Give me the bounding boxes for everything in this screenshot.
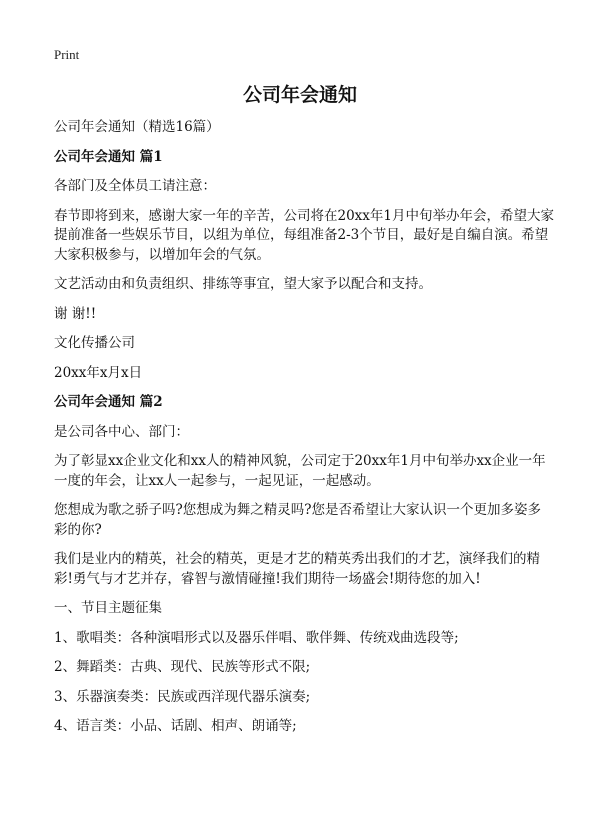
paragraph: 是公司各中心、部门： [54,423,189,440]
section-heading-1: 公司年会通知 篇1 [54,148,163,165]
paragraph: 我们是业内的精英，社会的精英，更是才艺的精英秀出我们的才艺，演绎我们的精彩!勇气与才艺并存，睿智与激情碰撞!我们期待一场盛会!期待您的加入! [54,551,540,587]
list-item: 2、舞蹈类：古典、现代、民族等形式不限; [54,659,311,675]
paragraph: 各部门及全体员工请注意： [54,178,216,194]
print-label: Print [54,47,80,62]
document-subtitle: 公司年会通知（精选16篇） [54,119,220,135]
paragraph: 文艺活动由和负责组织、排练等事宜，望大家予以配合和支持。 [54,276,432,292]
page-title: 公司年会通知 [242,84,357,106]
list-heading: 一、节目主题征集 [54,600,162,616]
paragraph: 您想成为歌之骄子吗?您想成为舞之精灵吗?您是否希望让大家认识一个更加多姿多彩的你? [54,502,541,538]
paragraph: 为了彰显xx企业文化和xx人的精神风貌，公司定于20xx年1月中旬举办xx企业一年一度的年会，让xx人一起参与，一起见证，一起感动。 [54,453,546,489]
document-body [54,118,554,747]
signature-date: 20xx年x月x日 [54,364,143,381]
list-item: 4、语言类：小品、话剧、相声、朗诵等; [54,718,297,734]
paragraph: 谢 谢!! [54,305,97,322]
signature-company: 文化传播公司 [54,335,135,351]
list-item: 1、歌唱类：各种演唱形式以及器乐伴唱、歌伴舞、传统戏曲选段等; [54,629,459,646]
paragraph: 春节即将到来，感谢大家一年的辛苦，公司将在20xx年1月中旬举办年会，希望大家提前准备一些娱乐节目，以组为单位，每组准备2-3个节目，最好是自编自演。希望大家积极参与，以增加年会的气氛。 [54,207,554,263]
list-item: 3、乐器演奏类：民族或西洋现代器乐演奏; [54,688,311,705]
section-heading-2: 公司年会通知 篇2 [54,394,163,410]
